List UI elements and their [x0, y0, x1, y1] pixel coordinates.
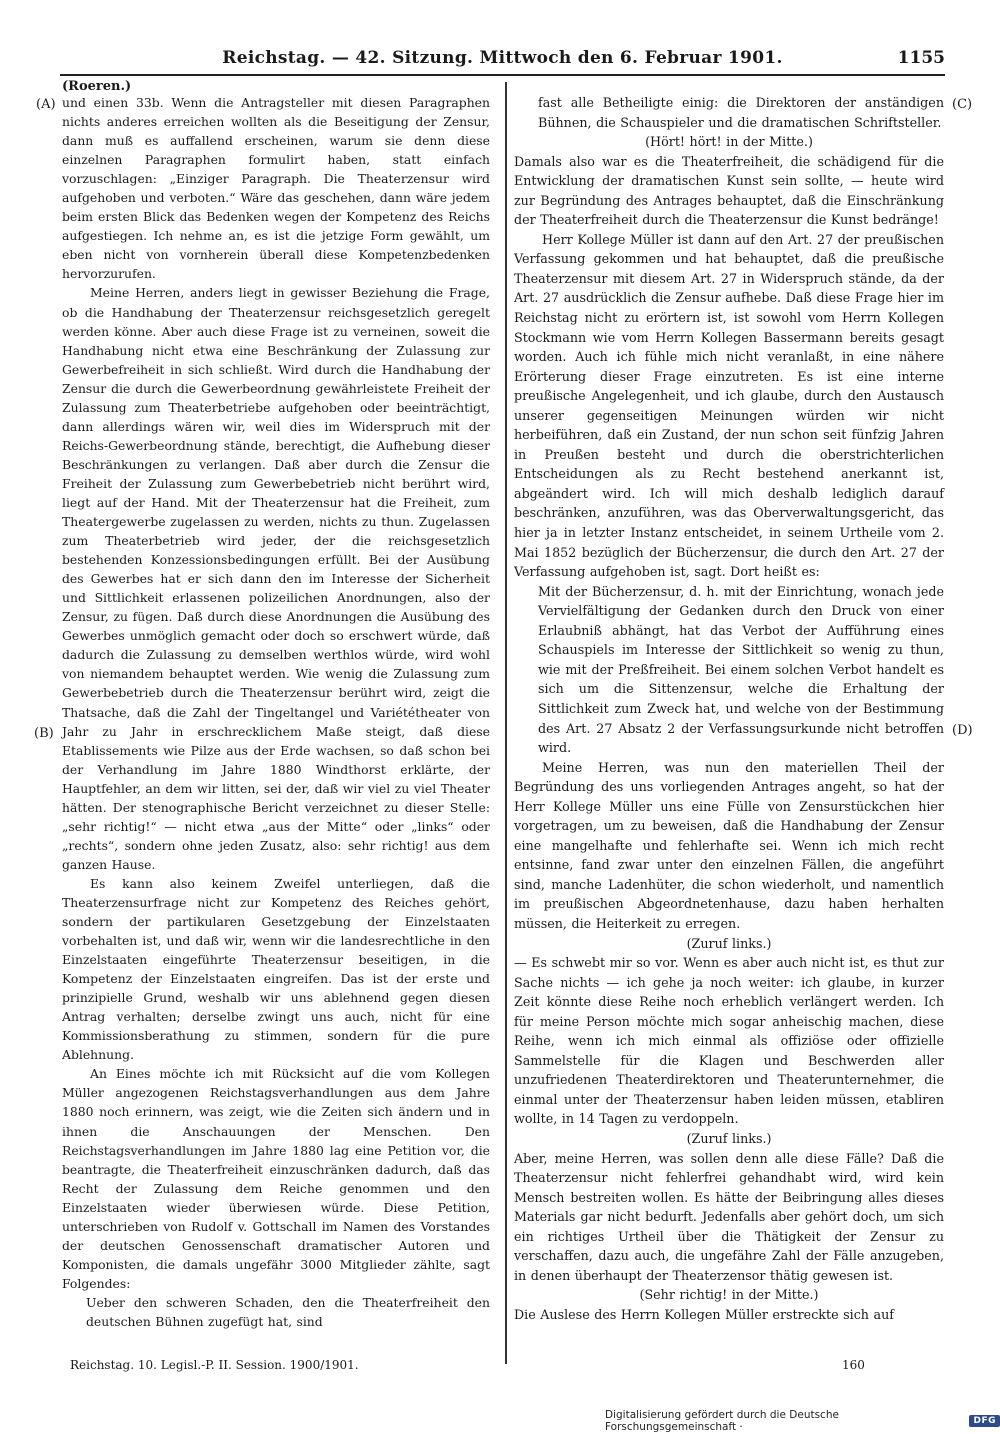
column-divider [505, 82, 507, 1364]
margin-marker-c: (C) [952, 97, 973, 112]
margin-marker-b: (B) [34, 726, 54, 741]
paragraph: Meine Herren, anders liegt in gewisser Beziehung die Frage, ob die Handhabung der Theaterzensur reichsgesetzlich geregelt werden könne. Aber auch diese Frage ist zu verneinen, soweit die Handhabung nicht etwa eine Beschränkung der Zulassung zur Gewerbefreiheit in sich schließt. Wird durch die Handhabung der Zensur die durch die Gewerbeordnung gewährleistete Freiheit der Zulassung zum Theaterbetriebe aufgehoben oder beeinträchtigt, dann allerdings wären wir, weil dies im Widerspruch mit der Reichs-Gewerbeordnung stände, berechtigt, die Aufhebung dieser Beschränkungen zu verlangen. Daß aber durch die Zensur die Freiheit der Zulassung zum Gewerbebetrieb nicht berührt wird, liegt auf der Hand. Mit der Theaterzensur hat die Freiheit, zum Theatergewerbe zugelassen zu werden, nichts zu thun. Zugelassen zum Theaterbetrieb wird jeder, der die reichsgesetzlich bestehenden Konzessionsbedingungen erfüllt. Bei der Ausübung des Gewerbes hat er sich dann den im Interesse der Sicherheit und Sittlichkeit erlassenen polizeilichen Anordnungen, also der Zensur, zu fügen. Daß durch diese Anordnungen die Ausübung des Gewerbes unmöglich gemacht oder doch so erschwert würde, daß dadurch die Zulassung zu demselben werthlos würde, wird wohl von niemandem behauptet werden. Wie wenig die Zulassung zum Gewerbebetrieb durch die Theaterzensur berührt wird, zeigt die Thatsache, daß die Zahl der Tingeltangel und Variététheater von Jahr zu Jahr in erschrecklichem Maße steigt, daß diese Etablissements wie Pilze aus der Erde wachsen, so daß schon bei der Verhandlung im Jahre 1880 Windthorst erklärte, der Hauptfehler, an dem wir litten, sei der, daß wir viel zu viel Theater hätten. Der stenographische Bericht verzeichnet zu dieser Stelle: „sehr richtig!“ — nicht etwa „aus der Mitte“ oder „links“ oder „rechts“, sondern ohne jeden Zusatz, also: sehr richtig! aus dem ganzen Hause. [62, 285, 490, 872]
page-number: 1155 [897, 48, 945, 68]
interjection: (Zuruf links.) [686, 1130, 772, 1146]
header-title: Reichstag. — 42. Sitzung. Mittwoch den 6. Februar 1901. [222, 48, 783, 68]
dfg-logo-icon: DFG [969, 1415, 1000, 1427]
paragraph: — Es schwebt mir so vor. Wenn es aber auch nicht ist, es thut zur Sache nichts — ich gehe ja noch weiter: ich glaube, in kurzer Zeit könnte diese Reihe noch erheblich verlängert werden. Ich für meine Person möchte mich sogar anheischig machen, diese Reihe, wenn ich mich einmal als offiziöse oder offizielle Sammelstelle für die Klagen und Beschwerden aller unzufriedenen Theaterdirektoren und Theaterunternehmer, die einmal unter der Theaterzensur haben leiden müssen, etabliren wollte, in 14 Tagen zu verdoppeln. [514, 955, 944, 1127]
paragraph: Die Auslese des Herrn Kollegen Müller erstreckte sich auf [514, 1306, 894, 1322]
paragraph: und einen 33b. Wenn die Antragsteller mit diesen Paragraphen nichts anderes erreichen wollten als die Beseitigung der Zensur, dann muß es auffallend erscheinen, warum sie denn diese einzelnen Paragraphen formulirt haben, statt einfach vorzuschlagen: „Einziger Paragraph. Die Theaterzensur wird aufgehoben und verboten.“ Wäre das geschehen, dann wäre jedem beim ersten Blick das Bedenken wegen der Kompetenz des Reichs aufgestiegen. Ich nehme an, es ist die jetzige Form gewählt, um eben nicht von vornherein überall diese Kompetenzbedenken hervorzurufen. [62, 95, 490, 282]
quotation: Mit der Bücherzensur, d. h. mit der Einrichtung, wonach jede Vervielfältigung der Gedanken durch den Druck von einer Erlaubniß abhängt, hat das Verbot der Aufführung eines Schauspiels im Interesse der Sittlichkeit so wenig zu thun, wie mit der Preßfreiheit. Bei einem solchen Verbot handelt es sich um die Sittenzensur, welche die Erhaltung der Sittlichkeit zum Zweck hat, und welche von der Bestimmung des Art. 27 Absatz 2 der Verfassungsurkunde nicht betroffen wird. [538, 583, 944, 756]
paragraph: An Eines möchte ich mit Rücksicht auf die vom Kollegen Müller angezogenen Reichstagsverhandlungen aus dem Jahre 1880 noch erinnern, was zeigt, wie die Zeiten sich ändern und in ihnen die Anschauungen der Menschen. Den Reichstagsverhandlungen im Jahre 1880 lag eine Petition vor, die beantragte, die Theaterfreiheit einzuschränken dadurch, daß das Recht der Zulassung dem Reiche genommen und den Einzelstaaten wieder überwiesen würde. Diese Petition, unterschrieben von Rudolf v. Gottschall im Namen des Vorstandes der deutschen Genossenschaft dramatischer Autoren und Komponisten, die damals ungefähr 3000 Mitglieder zählte, sagt Folgendes: [62, 1066, 490, 1291]
footer-sheet-number: 160 [842, 1358, 865, 1372]
footer-session-info: Reichstag. 10. Legisl.-P. II. Session. 1900/1901. [70, 1358, 359, 1372]
quotation: fast alle Betheiligte einig: die Direktoren der anständigen Bühnen, die Schauspieler und die dramatischen Schriftsteller. [538, 95, 944, 130]
paragraph: Aber, meine Herren, was sollen denn alle diese Fälle? Daß die Theaterzensur nicht fehlerfrei gehandhabt wird, wird kein Mensch bestreiten wollen. Es hätte der Beibringung alles dieses Materials gar nicht bedurft. Jedenfalls aber gehört doch, um sich ein richtiges Urtheil über die Thätigkeit der Zensur zu verschaffen, dazu auch, die ungefähre Zahl der Fälle anzugeben, in denen überhaupt der Theaterzensor thätig gewesen ist. [514, 1150, 944, 1283]
quotation: Ueber den schweren Schaden, den die Theaterfreiheit den deutschen Bühnen zugefügt hat, sind [86, 1294, 490, 1329]
margin-marker-a: (A) [36, 97, 56, 112]
interjection: (Hört! hört! in der Mitte.) [645, 134, 813, 150]
paragraph: Es kann also keinem Zweifel unterliegen, daß die Theaterzensurfrage nicht zur Kompetenz des Reiches gehört, sondern der partikularen Gesetzgebung der Einzelstaaten vorbehalten ist, und daß wir, wenn wir die landesrechtliche in den Einzelstaaten eingeführte Theaterzensur beseitigen, in die Kompetenz der Einzelstaaten eingreifen. Das ist der erste und prinzipielle Grund, weshalb wir uns ablehnend gegen diesen Antrag verhalten; derselbe zwingt uns auch, nicht für eine Kommissionsberathung zu stimmen, sondern für die pure Ablehnung. [62, 875, 490, 1063]
header-rule [60, 74, 945, 76]
left-column [62, 93, 490, 1331]
margin-marker-d: (D) [952, 723, 973, 738]
page-header [60, 48, 945, 74]
digitization-credit [605, 1409, 1000, 1433]
paragraph: Damals also war es die Theaterfreiheit, die schädigend für die Entwicklung der dramatischen Kunst sein sollte, — heute wird zur Begründung des Antrages behauptet, daß die Einschränkung der Theaterfreiheit durch die Theaterzensur die Kunst bedränge! [514, 153, 944, 228]
right-column [514, 93, 944, 1324]
credit-text: Digitalisierung gefördert durch die Deutsche Forschungsgemeinschaft · [605, 1409, 839, 1433]
speaker-name: (Roeren.) [62, 79, 132, 94]
paragraph: Meine Herren, was nun den materiellen Theil der Begründung des uns vorliegenden Antrages angeht, so hat der Herr Kollege Müller uns eine Fülle von Zensurstückchen hier vorgetragen, um zu beweisen, daß die Handhabung der Zensur eine mangelhafte und fehlerhafte sei. Wenn ich mich recht entsinne, fand zwar unter den einzelnen Fällen, die angeführt sind, manche Ladenhüter, die schon wiederholt, und namentlich im preußischen Abgeordnetenhause, dazu haben herhalten müssen, die Heiterkeit zu erregen. [514, 759, 944, 931]
interjection: (Zuruf links.) [686, 935, 772, 951]
interjection: (Sehr richtig! in der Mitte.) [639, 1287, 819, 1303]
paragraph: Herr Kollege Müller ist dann auf den Art. 27 der preußischen Verfassung gekommen und hat behauptet, daß die preußische Theaterzensur mit diesem Art. 27 in Widerspruch stände, da der Art. 27 ausdrücklich die Zensur aufhebe. Daß diese Frage hier im Reichstag nicht zu erörtern ist, ist sowohl vom Herrn Kollegen Stockmann wie vom Herrn Kollegen Bassermann bereits gesagt worden. Auch ich fühle mich nicht veranlaßt, in eine nähere Erörterung dieser Frage einzutreten. Es ist eine interne preußische Angelegenheit, und ich glaube, durch den Austausch unserer gegenseitigen Meinungen würden wir nicht herbeiführen, daß ein Zustand, der nun schon seit fünfzig Jahren in Preußen besteht und durch die oberstrichterlichen Entscheidungen als zu Recht bestehend anerkannt ist, abgeändert wird. Ich will mich deshalb lediglich darauf beschränken, anzuführen, was das Oberverwaltungsgericht, das hier ja in letzter Instanz entscheidet, in seinem Urtheile vom 2. Mai 1852 bezüglich der Bücherzensur, die durch den Art. 27 der Verfassung aufgehoben ist, sagt. Dort heißt es: [514, 231, 944, 580]
